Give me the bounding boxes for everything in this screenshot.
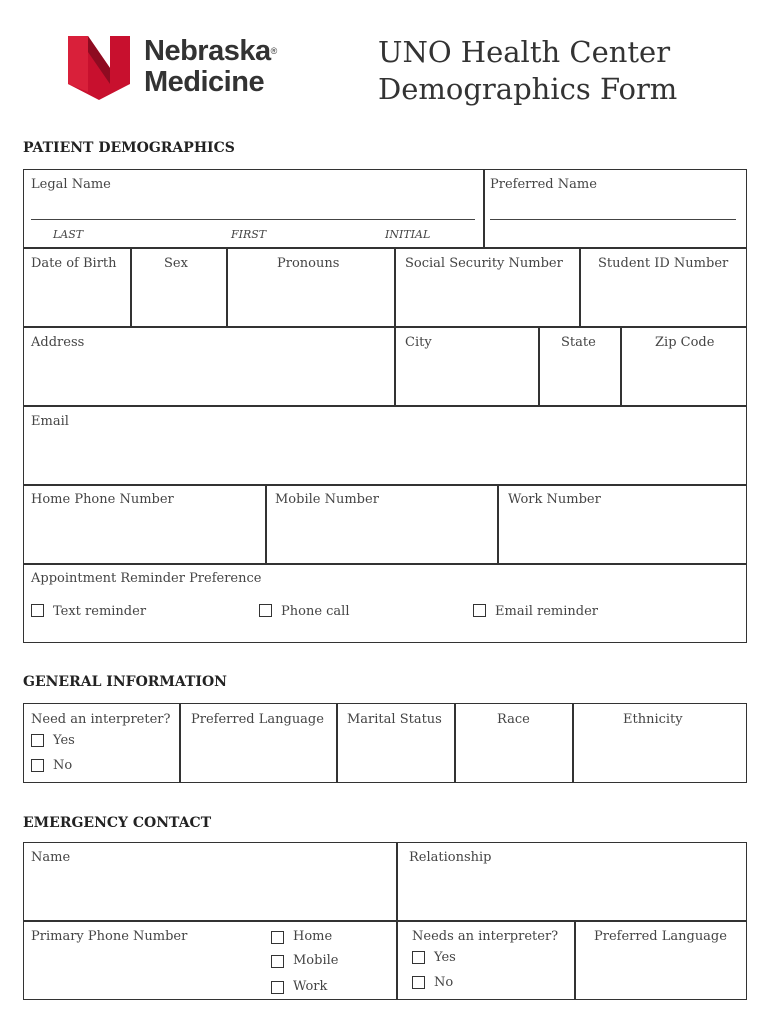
- phone-call-label: Phone call: [281, 604, 350, 619]
- first-name-caption: FIRST: [231, 228, 267, 241]
- phone-call-checkbox[interactable]: [259, 604, 272, 617]
- ec-interpreter-no-label: No: [434, 975, 454, 990]
- email-reminder-checkbox[interactable]: [473, 604, 486, 617]
- preferred-language-label: Preferred Language: [191, 712, 324, 727]
- ssn-label: Social Security Number: [405, 256, 563, 271]
- primary-phone-label: Primary Phone Number: [31, 929, 188, 944]
- logo-line2: Medicine: [144, 66, 265, 98]
- interpreter-label: Need an interpreter?: [31, 712, 171, 727]
- reminder-pref-label: Appointment Reminder Preference: [31, 571, 262, 586]
- relationship-label: Relationship: [409, 850, 492, 865]
- phone-home-label: Home: [293, 929, 333, 944]
- work-number-label: Work Number: [508, 492, 601, 507]
- preferred-name-line[interactable]: [490, 219, 736, 220]
- phone-work-label: Work: [293, 979, 328, 994]
- city-label: City: [405, 335, 432, 350]
- interpreter-yes-checkbox[interactable]: [31, 734, 44, 747]
- emergency-name-label: Name: [31, 850, 71, 865]
- nebraska-n-logo-icon: [66, 34, 132, 102]
- preferred-name-label: Preferred Name: [490, 177, 597, 192]
- ec-interpreter-no-checkbox[interactable]: [412, 976, 425, 989]
- patient-section-title: PATIENT DEMOGRAPHICS: [23, 140, 235, 156]
- form-title-line2: Demographics Form: [378, 72, 678, 106]
- sex-label: Sex: [164, 256, 188, 271]
- interpreter-no-checkbox[interactable]: [31, 759, 44, 772]
- nebraska-medicine-logo: [66, 34, 296, 104]
- address-label: Address: [31, 335, 85, 350]
- home-phone-label: Home Phone Number: [31, 492, 174, 507]
- text-reminder-checkbox[interactable]: [31, 604, 44, 617]
- mobile-label: Mobile Number: [275, 492, 379, 507]
- pronouns-label: Pronouns: [277, 256, 340, 271]
- phone-mobile-label: Mobile: [293, 953, 339, 968]
- phone-mobile-checkbox[interactable]: [271, 955, 284, 968]
- ec-preferred-language-label: Preferred Language: [594, 929, 727, 944]
- student-id-label: Student ID Number: [598, 256, 729, 271]
- initial-caption: INITIAL: [385, 228, 431, 241]
- logo-registered: ®: [270, 46, 277, 56]
- emergency-section-title: EMERGENCY CONTACT: [23, 815, 212, 831]
- legal-name-line[interactable]: [31, 219, 475, 220]
- state-label: State: [561, 335, 596, 350]
- ethnicity-label: Ethnicity: [623, 712, 683, 727]
- zip-label: Zip Code: [655, 335, 715, 350]
- legal-name-label: Legal Name: [31, 177, 111, 192]
- email-label: Email: [31, 414, 69, 429]
- phone-work-checkbox[interactable]: [271, 981, 284, 994]
- dob-label: Date of Birth: [31, 256, 117, 271]
- race-label: Race: [497, 712, 530, 727]
- logo-wordmark: [144, 36, 277, 98]
- form-title: [378, 34, 758, 108]
- last-name-caption: LAST: [53, 228, 84, 241]
- text-reminder-label: Text reminder: [53, 604, 147, 619]
- interpreter-yes-label: Yes: [53, 733, 75, 748]
- interpreter-no-label: No: [53, 758, 73, 773]
- ec-interpreter-yes-checkbox[interactable]: [412, 951, 425, 964]
- form-title-line1: UNO Health Center: [378, 35, 671, 69]
- ec-interpreter-yes-label: Yes: [434, 950, 456, 965]
- ec-interpreter-label: Needs an interpreter?: [412, 929, 559, 944]
- marital-status-label: Marital Status: [347, 712, 442, 727]
- logo-line1: Nebraska: [144, 35, 271, 67]
- phone-home-checkbox[interactable]: [271, 931, 284, 944]
- email-reminder-label: Email reminder: [495, 604, 599, 619]
- general-section-title: GENERAL INFORMATION: [23, 674, 227, 690]
